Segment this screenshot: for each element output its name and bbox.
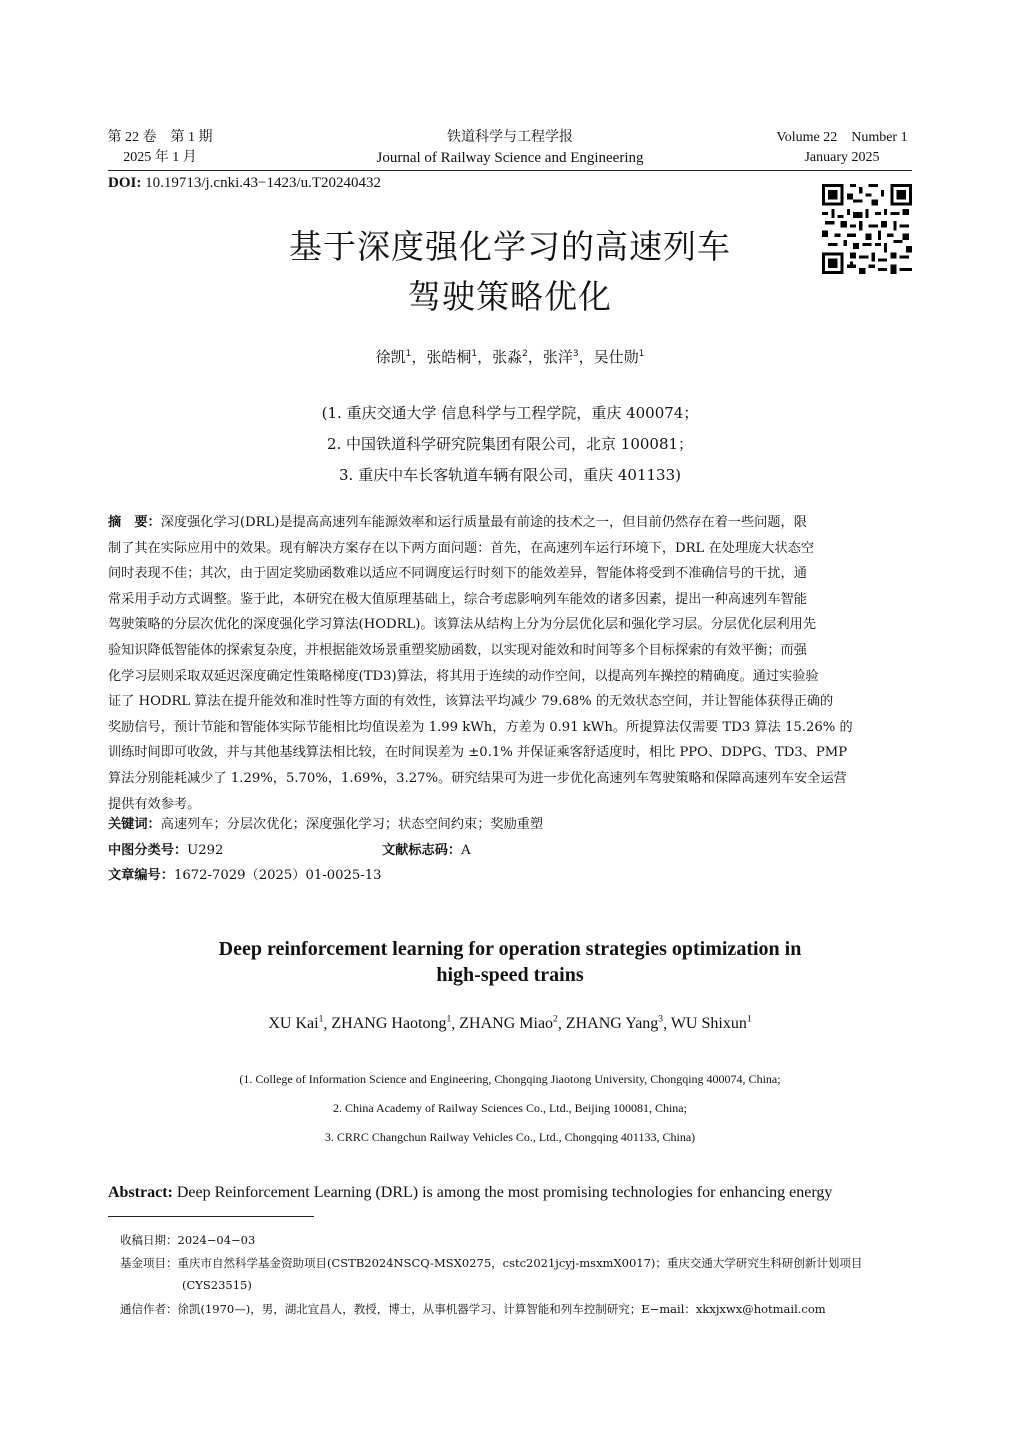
title-cn-line1: 基于深度强化学习的高速列车 [289, 227, 731, 266]
affiliation-cn-2: 2. 中国铁道科学研究院集团有限公司，北京 100081； [326, 435, 694, 453]
author-en-5: WU Shixun$^1$ [670, 1014, 752, 1033]
affiliation-en-2: 2. China Academy of Railway Sciences Co., Ltd., Beijing 100081, China; [333, 1101, 687, 1115]
abstract-cn-line: 证了 HODRL 算法在提升能效和准时性等方面的有效性，该算法平均减少 79.68% 的无效状态空间，并让智能体获得正确的 [108, 694, 834, 710]
document-code [382, 838, 471, 863]
author-en-2: ZHANG Haotong$^1$ [331, 1014, 452, 1033]
abstract-en [108, 1184, 914, 1202]
header-rule [108, 170, 912, 171]
fund-value-line2: (CYS23515) [182, 1278, 252, 1292]
footnote-rule [108, 1216, 314, 1217]
abstract-cn-line: 验知识降低智能体的探索复杂度，并根据能效场景重塑奖励函数，以实现对能效和时间等多个目标探索的有效平衡；而强 [108, 642, 807, 658]
article-number [108, 863, 382, 888]
abstract-cn-line: 奖励信号，预计节能和智能体实际节能相比均值误差为 1.99 kWh，方差为 0.91 kWh。所提算法仅需要 TD3 算法 15.26% 的 [108, 719, 853, 735]
abstract-cn-line: 制了其在实际应用中的效果。现有解决方案存在以下两方面问题：首先，在高速列车运行环境下，DRL 在处理庞大状态空 [108, 540, 815, 556]
clc-number [108, 838, 223, 863]
title-en-line2: high-speed trains [436, 964, 584, 986]
journal-name [330, 128, 690, 168]
date-en: January 2025 [804, 150, 880, 165]
received-label: 收稿日期： [120, 1233, 178, 1247]
volume-issue-cn: 第 22 卷 第 1 期 [107, 130, 213, 145]
article-number-label: 文章编号： [108, 868, 174, 883]
corresponding-author [120, 1298, 912, 1320]
affiliation-cn-3: 3. 重庆中车长客轨道车辆有限公司，重庆 401133) [339, 466, 681, 484]
abstract-cn-line: 训练时间即可收敛，并与其他基线算法相比较，在时间误差为 ±0.1% 并保证乘客舒适度时，相比 PPO、DDPG、TD3、PMP [108, 745, 848, 761]
abstract-cn [108, 510, 914, 817]
abstract-cn-line: 间时表现不佳；其次，由于固定奖励函数难以适应不同调度运行时刻下的能效差异，智能体将受到不准确信号的干扰，通 [108, 566, 807, 582]
received-date [120, 1229, 912, 1251]
clc-label: 中图分类号： [108, 843, 188, 858]
fund-label: 基金项目： [120, 1256, 178, 1270]
journal-name-cn: 铁道科学与工程学报 [447, 130, 573, 145]
affiliation-cn-1: (1. 重庆交通大学 信息科学与工程学院，重庆 400074； [321, 404, 699, 422]
authors-en: XU Kai$^1$, ZHANG Haotong$^1$, ZHANG Miao$^2$, ZHANG Yang$^3$, WU Shixun$^1$ [268, 1014, 752, 1033]
keywords-cn-value: 高速列车；分层次优化；深度强化学习；状态空间约束；奖励重塑 [160, 817, 544, 832]
abstract-cn-line: 算法分别能耗减少了 1.29%，5.70%，1.69%，3.27%。研究结果可为进一步优化高速列车驾驶策略和保障高速列车安全运营 [108, 770, 847, 786]
keywords-cn-label: 关键词： [108, 817, 161, 832]
affiliation-en-3: 3. CRRC Changchun Railway Vehicles Co., Ltd., Chongqing 401133, China) [324, 1130, 696, 1144]
author-cn-3: 张淼$^2$ [492, 348, 528, 366]
journal-volume-issue [104, 128, 216, 168]
author-en-3: ZHANG Miao$^2$ [459, 1014, 558, 1033]
author-en-1: XU Kai$^1$ [268, 1014, 324, 1033]
doi [108, 173, 381, 193]
authors-cn: 徐凯$^1$，张皓桐$^1$，张淼$^2$，张洋$^3$，吴仕勋$^1$ [375, 348, 645, 366]
corresponding-label: 通信作者： [120, 1302, 178, 1316]
document-code-value: A [461, 843, 471, 858]
affiliations-cn [160, 398, 860, 491]
keywords-cn [108, 812, 914, 837]
fund-value-line1: 重庆市自然科学基金资助项目(CSTB2024NSCQ-MSX0275，cstc2021jcyj-msxmX0017)；重庆交通大学研究生科研创新计划项目 [177, 1256, 863, 1270]
author-cn-2: 张皓桐$^1$ [426, 348, 478, 366]
article-title-cn [160, 222, 860, 322]
abstract-en-text: Deep Reinforcement Learning (DRL) is among the most promising technologies for enhancing energy [176, 1184, 833, 1201]
author-en-4: ZHANG Yang$^3$ [565, 1014, 664, 1033]
doi-label: DOI: [108, 175, 142, 191]
abstract-en-label: Abstract: [108, 1184, 173, 1201]
article-title-en [140, 936, 880, 988]
article-number-value: 1672-7029（2025）01-0025-13 [173, 868, 382, 883]
clc-value: U292 [187, 843, 224, 858]
volume-number-en: Volume 22 Number 1 [776, 130, 908, 145]
corresponding-value: 徐凯(1970—)，男，湖北宜昌人，教授，博士，从事机器学习、计算智能和列车控制研究；E−mail：xkxjxwx@hotmail.com [177, 1302, 826, 1316]
author-cn-5: 吴仕勋$^1$ [593, 348, 645, 366]
fund-project [120, 1252, 912, 1296]
abstract-cn-line: 提供有效参考。 [108, 796, 201, 812]
doi-value: 10.19713/j.cnki.43−1423/u.T20240432 [145, 175, 382, 191]
received-value: 2024−04−03 [177, 1233, 256, 1247]
abstract-cn-label: 摘 要： [108, 515, 161, 530]
affiliation-en-1: (1. College of Information Science and Engineering, Chongqing Jiaotong University, Chongqing 400074, China; [239, 1072, 781, 1086]
abstract-cn-line: 常采用手动方式调整。鉴于此，本研究在极大值原理基础上，综合考虑影响列车能效的诸多因素，提出一种高速列车智能 [108, 591, 807, 607]
abstract-cn-line: 驾驶策略的分层次优化的深度强化学习算法(HODRL)。该算法从结构上分为分层优化层和强化学习层。分层优化层利用先 [108, 617, 817, 633]
title-cn-line2: 驾驶策略优化 [408, 277, 612, 316]
abstract-cn-line: 深度强化学习(DRL)是提高高速列车能源效率和运行质量最有前途的技术之一，但目前仍然存在着一些问题，限 [160, 515, 807, 530]
journal-volume-en [770, 128, 914, 168]
journal-name-en: Journal of Railway Science and Engineering [376, 150, 644, 166]
date-cn: 2025 年 1 月 [123, 150, 197, 165]
affiliations-en [110, 1065, 910, 1152]
author-cn-4: 张洋$^3$ [542, 348, 579, 366]
author-cn-1: 徐凯$^1$ [375, 348, 412, 366]
title-en-line1: Deep reinforcement learning for operation strategies optimization in [218, 938, 802, 960]
abstract-cn-line: 化学习层则采取双延迟深度确定性策略梯度(TD3)算法，将其用于连续的动作空间，以提高列车操控的精确度。通过实验验 [108, 668, 819, 684]
document-code-label: 文献标志码： [382, 843, 462, 858]
